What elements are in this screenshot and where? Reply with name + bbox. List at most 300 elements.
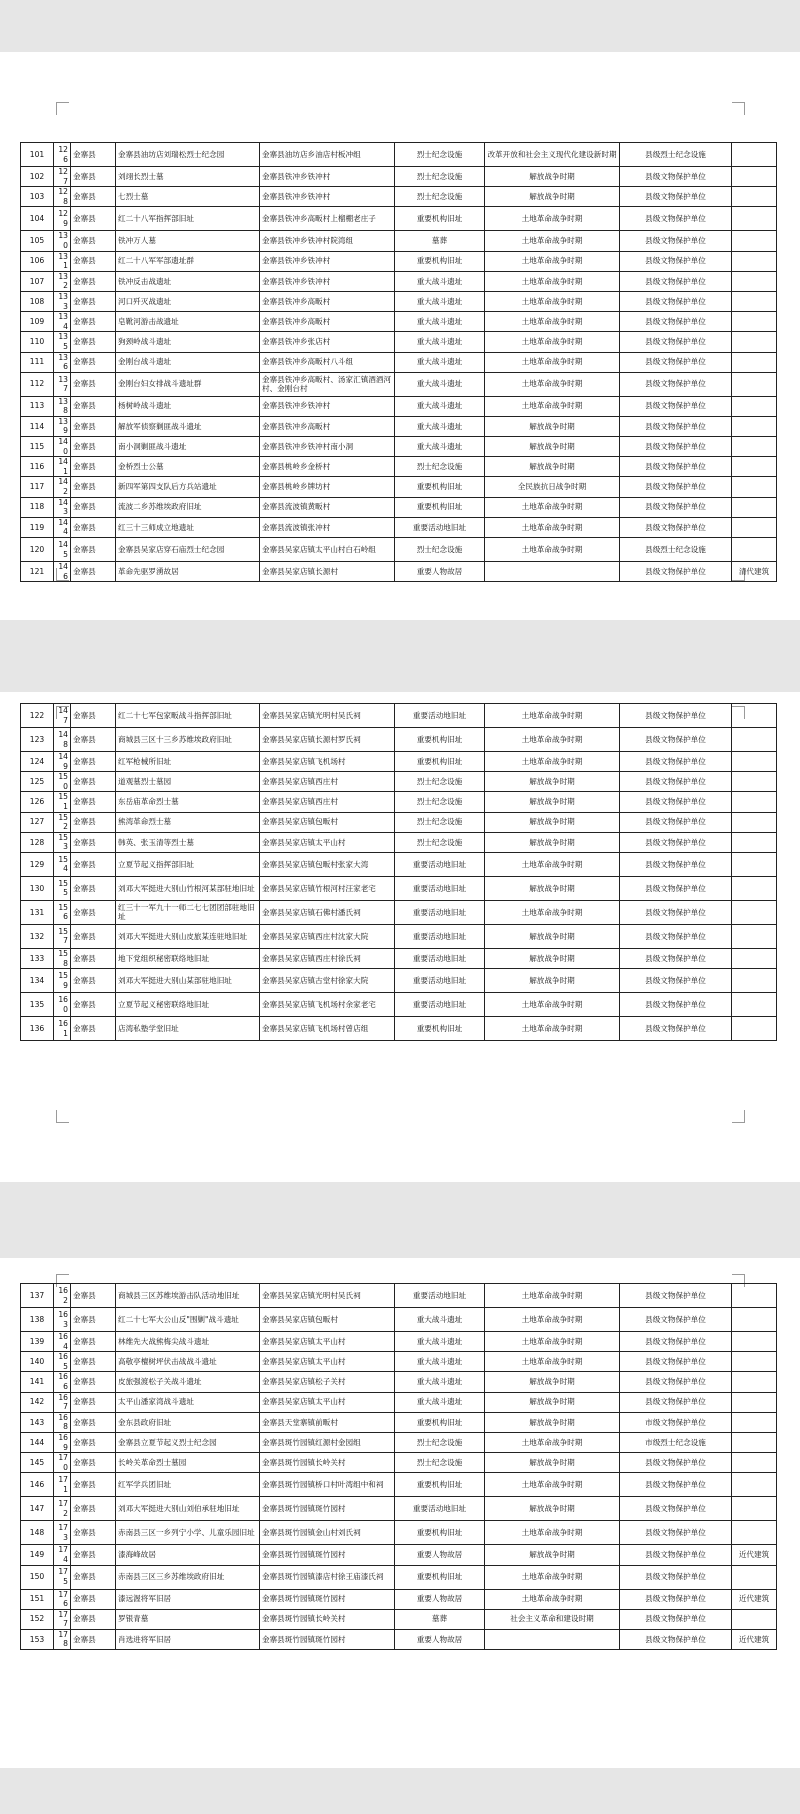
cell-original-number: 146 [54,562,71,582]
cell-protection-level: 市级文物保护单位 [620,1412,732,1432]
cell-county: 金寨县 [71,437,116,457]
cell-site-category: 重要机构旧址 [395,752,485,772]
cell-county: 金寨县 [71,207,116,231]
cell-original-number: 178 [54,1629,71,1649]
cell-location: 金寨县铁冲乡高畈村、汤家汇镇酒酒河村、金刚台村 [260,372,395,396]
cell-site-name: 红二十七军包家畈战斗指挥部旧址 [116,704,260,728]
table-row [21,251,777,271]
cell-historical-period: 土地革命战争时期 [485,704,620,728]
cell-remark [732,812,777,832]
cell-site-name: 金寨县立夏节起义烈士纪念园 [116,1432,260,1452]
cell-location: 金寨县吴家店镇长源村罗氏祠 [260,728,395,752]
cell-historical-period: 土地革命战争时期 [485,312,620,332]
cell-site-category: 重大战斗遗址 [395,312,485,332]
cell-county: 金寨县 [71,1473,116,1497]
cell-site-category: 重要机构旧址 [395,497,485,517]
table-row [21,1372,777,1392]
cell-site-name: 金刚台妇女排战斗遗址群 [116,372,260,396]
cell-historical-period: 改革开放和社会主义现代化建设新时期 [485,143,620,167]
cell-county: 金寨县 [71,993,116,1017]
cell-site-name: 立夏节起义秘密联络地旧址 [116,993,260,1017]
cell-site-category: 重大战斗遗址 [395,1332,485,1352]
cell-site-name: 金寨县吴家店穿石庙烈士纪念园 [116,538,260,562]
cell-remark [732,728,777,752]
cell-row-number: 108 [21,291,54,311]
cell-row-number: 128 [21,832,54,852]
cell-remark [732,372,777,396]
cell-row-number: 105 [21,231,54,251]
cell-remark [732,1497,777,1521]
cell-original-number: 167 [54,1392,71,1412]
table-row [21,900,777,924]
cell-row-number: 141 [21,1372,54,1392]
cell-historical-period: 解放战争时期 [485,772,620,792]
cell-original-number: 166 [54,1372,71,1392]
cell-remark [732,312,777,332]
cell-site-category: 重要人物故居 [395,1589,485,1609]
cell-site-name: 金寨县油坊店刘瑞松烈士纪念园 [116,143,260,167]
table-row [21,1497,777,1521]
cell-historical-period: 土地革命战争时期 [485,271,620,291]
cell-row-number: 124 [21,752,54,772]
cell-site-name: 流波二乡苏维埃政府旧址 [116,497,260,517]
cell-site-category: 重大战斗遗址 [395,1352,485,1372]
cell-site-category: 重要活动地旧址 [395,704,485,728]
table-row [21,728,777,752]
table-row [21,752,777,772]
cell-original-number: 160 [54,993,71,1017]
cell-county: 金寨县 [71,143,116,167]
cell-protection-level: 县级文物保护单位 [620,1284,732,1308]
cell-location: 金寨县吴家店镇太平山村白石岭组 [260,538,395,562]
cell-site-name: 金桥烈士公墓 [116,457,260,477]
cell-protection-level: 县级文物保护单位 [620,562,732,582]
cell-site-category: 墓葬 [395,1609,485,1629]
cell-remark [732,1372,777,1392]
cell-county: 金寨县 [71,457,116,477]
cell-site-category: 重要活动地旧址 [395,517,485,537]
cell-protection-level: 县级文物保护单位 [620,437,732,457]
table-row [21,457,777,477]
cell-remark [732,1473,777,1497]
table-row [21,167,777,187]
cell-original-number: 137 [54,372,71,396]
cell-row-number: 109 [21,312,54,332]
cell-original-number: 139 [54,416,71,436]
cell-row-number: 142 [21,1392,54,1412]
cell-original-number: 143 [54,497,71,517]
cell-site-category: 重要机构旧址 [395,477,485,497]
cell-county: 金寨县 [71,477,116,497]
cell-historical-period: 土地革命战争时期 [485,1473,620,1497]
cell-site-category: 烈士纪念设施 [395,772,485,792]
cell-remark [732,752,777,772]
cell-site-category: 重要活动地旧址 [395,900,485,924]
cell-row-number: 139 [21,1332,54,1352]
cell-original-number: 128 [54,187,71,207]
page-corner-mark [732,1110,745,1123]
cell-site-name: 红二十八军指挥部旧址 [116,207,260,231]
cell-remark [732,1521,777,1545]
cell-site-category: 重要机构旧址 [395,1521,485,1545]
cell-historical-period: 解放战争时期 [485,1412,620,1432]
cell-location: 金寨县斑竹园镇金山村刘氏祠 [260,1521,395,1545]
cell-site-category: 重大战斗遗址 [395,332,485,352]
cell-county: 金寨县 [71,416,116,436]
cell-protection-level: 县级文物保护单位 [620,924,732,948]
cell-historical-period: 全民族抗日战争时期 [485,477,620,497]
cell-remark [732,231,777,251]
cell-protection-level: 县级文物保护单位 [620,1017,732,1041]
cell-remark: 近代建筑 [732,1589,777,1609]
table-row [21,312,777,332]
cell-site-name: 太平山潘家湾战斗遗址 [116,1392,260,1412]
cell-original-number: 131 [54,251,71,271]
cell-site-category: 烈士纪念设施 [395,792,485,812]
cell-location: 金寨县吴家店镇飞机场村余家老宅 [260,993,395,1017]
cell-protection-level: 县级文物保护单位 [620,1497,732,1521]
cell-county: 金寨县 [71,752,116,772]
cell-remark [732,207,777,231]
cell-remark [732,251,777,271]
cell-location: 金寨县铁冲乡高畈村 [260,291,395,311]
cell-protection-level: 县级文物保护单位 [620,291,732,311]
cell-remark [732,704,777,728]
cell-row-number: 148 [21,1521,54,1545]
cell-original-number: 133 [54,291,71,311]
table-row [21,1565,777,1589]
cell-site-category: 重要机构旧址 [395,1017,485,1041]
cell-remark [732,772,777,792]
cell-protection-level: 县级文物保护单位 [620,1545,732,1565]
cell-remark [732,477,777,497]
cell-protection-level: 县级文物保护单位 [620,993,732,1017]
cell-row-number: 116 [21,457,54,477]
cell-site-name: 刘邓大军挺进大别山刘伯承驻地旧址 [116,1497,260,1521]
cell-site-name: 红军学兵团旧址 [116,1473,260,1497]
cell-protection-level: 县级文物保护单位 [620,1372,732,1392]
cell-remark [732,993,777,1017]
cell-historical-period: 解放战争时期 [485,416,620,436]
cell-location: 金寨县铁冲乡铁冲村 [260,396,395,416]
cell-original-number: 175 [54,1565,71,1589]
cell-row-number: 120 [21,538,54,562]
table-row [21,704,777,728]
cell-row-number: 151 [21,1589,54,1609]
cell-site-name: 刘邓大军挺进大别山某部驻地旧址 [116,969,260,993]
cell-site-category: 重要活动地旧址 [395,924,485,948]
cell-original-number: 132 [54,271,71,291]
cell-site-name: 肖选进将军旧居 [116,1629,260,1649]
cell-remark [732,1453,777,1473]
cell-protection-level: 县级文物保护单位 [620,948,732,968]
cell-location: 金寨县斑竹园镇斑竹园村 [260,1589,395,1609]
cell-site-category: 烈士纪念设施 [395,187,485,207]
cell-county: 金寨县 [71,876,116,900]
cell-location: 金寨县流波镇张冲村 [260,517,395,537]
cell-original-number: 163 [54,1308,71,1332]
cell-location: 金寨县吴家店镇飞机场村曾店组 [260,1017,395,1041]
cell-county: 金寨县 [71,792,116,812]
cell-remark [732,143,777,167]
cell-remark [732,876,777,900]
cell-county: 金寨县 [71,772,116,792]
cell-remark [732,271,777,291]
page-gap-top [0,0,800,52]
cell-county: 金寨县 [71,312,116,332]
cell-protection-level: 县级文物保护单位 [620,704,732,728]
cell-county: 金寨县 [71,271,116,291]
table-row [21,924,777,948]
cell-original-number: 149 [54,752,71,772]
cell-site-category: 重要机构旧址 [395,1412,485,1432]
cell-protection-level: 县级文物保护单位 [620,1308,732,1332]
table-row [21,1521,777,1545]
cell-protection-level: 县级文物保护单位 [620,271,732,291]
cell-row-number: 147 [21,1497,54,1521]
cell-protection-level: 县级文物保护单位 [620,812,732,832]
cell-protection-level: 县级文物保护单位 [620,167,732,187]
cell-site-category: 重要活动地旧址 [395,969,485,993]
cell-protection-level: 县级文物保护单位 [620,1521,732,1545]
cell-protection-level: 县级文物保护单位 [620,1332,732,1352]
cell-historical-period: 土地革命战争时期 [485,396,620,416]
cell-remark [732,852,777,876]
cell-row-number: 107 [21,271,54,291]
cell-protection-level: 县级文物保护单位 [620,416,732,436]
cell-county: 金寨县 [71,924,116,948]
cell-original-number: 145 [54,538,71,562]
cell-county: 金寨县 [71,1497,116,1521]
cell-county: 金寨县 [71,352,116,372]
cell-location: 金寨县吴家店镇长源村 [260,562,395,582]
cell-remark [732,1308,777,1332]
cell-original-number: 136 [54,352,71,372]
table-row [21,772,777,792]
cell-county: 金寨县 [71,1432,116,1452]
table-row [21,231,777,251]
table-row [21,271,777,291]
cell-site-name: 金东县政府旧址 [116,1412,260,1432]
table-row [21,291,777,311]
cell-original-number: 127 [54,167,71,187]
cell-original-number: 138 [54,396,71,416]
cell-original-number: 161 [54,1017,71,1041]
cell-original-number: 154 [54,852,71,876]
table-row [21,1629,777,1649]
cell-row-number: 112 [21,372,54,396]
table-row [21,1017,777,1041]
cell-historical-period: 解放战争时期 [485,792,620,812]
cell-remark [732,352,777,372]
table-row [21,852,777,876]
cell-site-name: 林维先大战熊梅尖战斗遗址 [116,1332,260,1352]
cell-site-name: 铁冲万人墓 [116,231,260,251]
cell-historical-period: 土地革命战争时期 [485,1308,620,1332]
cell-location: 金寨县吴家店镇包畈村张家大湾 [260,852,395,876]
cell-location: 金寨县铁冲乡高畈村 [260,416,395,436]
cell-protection-level: 县级文物保护单位 [620,1589,732,1609]
cell-row-number: 152 [21,1609,54,1629]
cell-location: 金寨县斑竹园镇斑竹园村 [260,1545,395,1565]
cell-location: 金寨县斑竹园镇漆店村徐王庙漆氏祠 [260,1565,395,1589]
table-row [21,143,777,167]
table-row [21,993,777,1017]
cell-original-number: 158 [54,948,71,968]
cell-location: 金寨县吴家店镇光明村吴氏祠 [260,704,395,728]
cell-remark [732,538,777,562]
cell-county: 金寨县 [71,900,116,924]
cell-historical-period: 解放战争时期 [485,948,620,968]
cell-county: 金寨县 [71,1589,116,1609]
table-row [21,477,777,497]
cell-site-category: 烈士纪念设施 [395,538,485,562]
cell-row-number: 127 [21,812,54,832]
cell-site-name: 刘邓大军挺进大别山竹根河某部驻地旧址 [116,876,260,900]
cell-historical-period: 解放战争时期 [485,812,620,832]
cell-protection-level: 县级文物保护单位 [620,497,732,517]
cell-historical-period: 解放战争时期 [485,969,620,993]
cell-historical-period: 土地革命战争时期 [485,1017,620,1041]
cell-original-number: 153 [54,832,71,852]
cell-historical-period: 土地革命战争时期 [485,1332,620,1352]
table-row [21,517,777,537]
cell-site-name: 立夏节起义指挥部旧址 [116,852,260,876]
cell-original-number: 135 [54,332,71,352]
cell-original-number: 169 [54,1432,71,1452]
cell-protection-level: 县级文物保护单位 [620,312,732,332]
cell-protection-level: 县级文物保护单位 [620,1609,732,1629]
cell-location: 金寨县桃岭乡牌坊村 [260,477,395,497]
cell-historical-period: 土地革命战争时期 [485,1565,620,1589]
cell-original-number: 148 [54,728,71,752]
cell-historical-period: 土地革命战争时期 [485,1352,620,1372]
cell-historical-period: 土地革命战争时期 [485,497,620,517]
cell-row-number: 114 [21,416,54,436]
cell-location: 金寨县吴家店镇太平山村 [260,1352,395,1372]
table-row [21,437,777,457]
cell-county: 金寨县 [71,231,116,251]
cell-county: 金寨县 [71,1453,116,1473]
cell-remark [732,396,777,416]
cell-row-number: 115 [21,437,54,457]
cell-row-number: 118 [21,497,54,517]
cell-original-number: 156 [54,900,71,924]
heritage-table-page-3 [20,1283,777,1650]
cell-row-number: 133 [21,948,54,968]
table-row [21,497,777,517]
cell-historical-period: 解放战争时期 [485,1545,620,1565]
table-row [21,396,777,416]
cell-site-category: 重要机构旧址 [395,1565,485,1589]
cell-site-name: 刘翊长烈士墓 [116,167,260,187]
cell-remark [732,1392,777,1412]
cell-county: 金寨县 [71,1284,116,1308]
cell-row-number: 140 [21,1352,54,1372]
cell-protection-level: 县级文物保护单位 [620,332,732,352]
cell-row-number: 135 [21,993,54,1017]
cell-protection-level: 县级文物保护单位 [620,477,732,497]
cell-site-category: 重大战斗遗址 [395,271,485,291]
cell-site-category: 重大战斗遗址 [395,437,485,457]
cell-historical-period: 解放战争时期 [485,1392,620,1412]
cell-historical-period: 解放战争时期 [485,437,620,457]
cell-remark [732,900,777,924]
cell-protection-level: 县级文物保护单位 [620,517,732,537]
table-row [21,332,777,352]
cell-original-number: 162 [54,1284,71,1308]
cell-original-number: 157 [54,924,71,948]
cell-historical-period: 土地革命战争时期 [485,1521,620,1545]
cell-original-number: 168 [54,1412,71,1432]
table-row [21,812,777,832]
cell-remark [732,1352,777,1372]
cell-site-name: 长岭关革命烈士墓园 [116,1453,260,1473]
cell-historical-period: 土地革命战争时期 [485,993,620,1017]
cell-site-name: 河口歼灭战遗址 [116,291,260,311]
page-corner-mark [56,1110,69,1123]
cell-protection-level: 县级文物保护单位 [620,1473,732,1497]
cell-county: 金寨县 [71,1412,116,1432]
cell-original-number: 177 [54,1609,71,1629]
cell-county: 金寨县 [71,372,116,396]
cell-protection-level: 县级文物保护单位 [620,231,732,251]
cell-remark [732,832,777,852]
cell-protection-level: 县级文物保护单位 [620,752,732,772]
cell-site-category: 重大战斗遗址 [395,1308,485,1332]
page-gap [0,620,800,692]
cell-location: 金寨县油坊店乡油店村板冲组 [260,143,395,167]
cell-county: 金寨县 [71,948,116,968]
cell-original-number: 164 [54,1332,71,1352]
cell-location: 金寨县铁冲乡铁冲村院湾组 [260,231,395,251]
cell-protection-level: 县级文物保护单位 [620,1629,732,1649]
cell-row-number: 123 [21,728,54,752]
cell-historical-period: 解放战争时期 [485,832,620,852]
cell-site-name: 七烈士墓 [116,187,260,207]
cell-historical-period: 土地革命战争时期 [485,538,620,562]
cell-row-number: 143 [21,1412,54,1432]
cell-original-number: 171 [54,1473,71,1497]
cell-historical-period: 土地革命战争时期 [485,900,620,924]
cell-county: 金寨县 [71,517,116,537]
cell-location: 金寨县吴家店镇飞机场村 [260,752,395,772]
cell-remark [732,187,777,207]
cell-county: 金寨县 [71,1308,116,1332]
cell-protection-level: 县级文物保护单位 [620,772,732,792]
cell-county: 金寨县 [71,852,116,876]
cell-county: 金寨县 [71,332,116,352]
cell-remark [732,497,777,517]
cell-protection-level: 市级烈士纪念设施 [620,1432,732,1452]
cell-historical-period: 土地革命战争时期 [485,332,620,352]
cell-protection-level: 县级烈士纪念设施 [620,538,732,562]
cell-original-number: 140 [54,437,71,457]
cell-historical-period: 土地革命战争时期 [485,231,620,251]
cell-location: 金寨县吴家店镇包畈村 [260,1308,395,1332]
table-row [21,969,777,993]
cell-location: 金寨县斑竹园镇斑竹园村 [260,1629,395,1649]
cell-site-category: 重要活动地旧址 [395,852,485,876]
cell-row-number: 137 [21,1284,54,1308]
cell-site-name: 商城县三区苏维埃游击队活动地旧址 [116,1284,260,1308]
cell-location: 金寨县吴家店镇松子关村 [260,1372,395,1392]
cell-site-category: 重要机构旧址 [395,251,485,271]
cell-location: 金寨县桃岭乡金桥村 [260,457,395,477]
cell-county: 金寨县 [71,1392,116,1412]
cell-original-number: 172 [54,1497,71,1521]
cell-county: 金寨县 [71,704,116,728]
